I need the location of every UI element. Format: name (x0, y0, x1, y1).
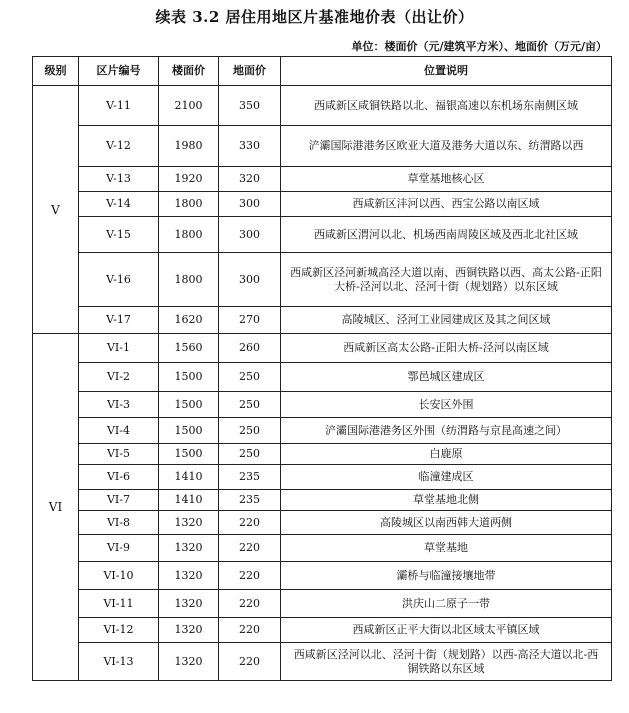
zone-code-cell: V-15 (79, 217, 159, 253)
zone-code-cell: V-11 (79, 86, 159, 126)
table-body (33, 86, 612, 681)
zone-code-cell: VI-6 (79, 465, 159, 490)
land-price-cell: 220 (219, 562, 281, 590)
unit-note: 单位：楼面价（元/建筑平方米）、地面价（万元/亩） (351, 40, 607, 53)
table-row (33, 535, 612, 562)
land-price-cell: 220 (219, 535, 281, 562)
land-price-cell: 250 (219, 392, 281, 418)
location-cell: 西咸新区高太公路-正阳大桥-泾河以南区域 (281, 334, 612, 363)
zone-code-cell: VI-7 (79, 490, 159, 511)
land-price-cell: 220 (219, 511, 281, 535)
location-cell: 西咸新区沣河以西、西宝公路以南区域 (281, 192, 612, 217)
table-row (33, 392, 612, 418)
land-price-cell: 300 (219, 192, 281, 217)
table-row (33, 126, 612, 167)
floor-price-cell: 1500 (159, 392, 219, 418)
land-price-cell: 330 (219, 126, 281, 167)
land-price-cell: 235 (219, 465, 281, 490)
location-cell: 草堂基地核心区 (281, 167, 612, 192)
floor-price-cell: 1920 (159, 167, 219, 192)
zone-code-cell: VI-1 (79, 334, 159, 363)
zone-code-cell: VI-11 (79, 590, 159, 618)
zone-code-cell: VI-8 (79, 511, 159, 535)
location-cell: 高陵城区以南西韩大道两侧 (281, 511, 612, 535)
floor-price-cell: 1500 (159, 363, 219, 392)
land-price-cell: 220 (219, 643, 281, 681)
location-cell: 西咸新区咸铜铁路以北、福银高速以东机场东南侧区域 (281, 86, 612, 126)
zone-code-cell: VI-12 (79, 618, 159, 643)
table-row (33, 643, 612, 681)
floor-price-cell: 1980 (159, 126, 219, 167)
floor-price-cell: 1320 (159, 643, 219, 681)
table-row (33, 590, 612, 618)
table-row (33, 167, 612, 192)
header-code: 区片编号 (79, 57, 159, 86)
land-price-cell: 220 (219, 590, 281, 618)
land-price-cell: 235 (219, 490, 281, 511)
floor-price-cell: 1800 (159, 253, 219, 307)
table-row (33, 307, 612, 334)
floor-price-cell: 1320 (159, 535, 219, 562)
header-level: 级别 (33, 57, 79, 86)
location-cell: 草堂基地 (281, 535, 612, 562)
location-cell: 西咸新区正平大街以北区域太平镇区域 (281, 618, 612, 643)
location-cell: 长安区外围 (281, 392, 612, 418)
location-cell: 鄠邑城区建成区 (281, 363, 612, 392)
floor-price-cell: 1320 (159, 511, 219, 535)
floor-price-cell: 1320 (159, 590, 219, 618)
level-cell: VI (33, 334, 79, 681)
zone-code-cell: VI-4 (79, 418, 159, 444)
table-title: 续表 3.2 居住用地区片基准地价表（出让价） (155, 8, 474, 26)
table-row (33, 490, 612, 511)
table-row (33, 465, 612, 490)
zone-code-cell: VI-13 (79, 643, 159, 681)
land-price-cell: 250 (219, 418, 281, 444)
location-cell: 高陵城区、泾河工业园建成区及其之间区域 (281, 307, 612, 334)
location-cell: 灞桥与临潼接壤地带 (281, 562, 612, 590)
location-cell: 西咸新区泾河以北、泾河十街（规划路）以西-高泾大道以北-西铜铁路以东区域 (281, 643, 612, 681)
location-cell: 临潼建成区 (281, 465, 612, 490)
land-price-cell: 300 (219, 217, 281, 253)
location-cell: 西咸新区渭河以北、机场西南周陵区域及西北北社区域 (281, 217, 612, 253)
zone-code-cell: VI-2 (79, 363, 159, 392)
floor-price-cell: 1800 (159, 217, 219, 253)
zone-code-cell: V-14 (79, 192, 159, 217)
table-row (33, 562, 612, 590)
header-row (33, 57, 612, 86)
table-row (33, 618, 612, 643)
land-price-cell: 250 (219, 444, 281, 465)
level-cell: V (33, 86, 79, 334)
floor-price-cell: 2100 (159, 86, 219, 126)
land-price-cell: 350 (219, 86, 281, 126)
table-row (33, 86, 612, 126)
location-cell: 草堂基地北侧 (281, 490, 612, 511)
land-price-cell: 270 (219, 307, 281, 334)
header-location: 位置说明 (281, 57, 612, 86)
location-cell: 浐灞国际港港务区外围（纺渭路与京昆高速之间） (281, 418, 612, 444)
location-cell: 西咸新区泾河新城高泾大道以南、西铜铁路以西、高太公路-正阳大桥-泾河以北、泾河十街（规划路）以东区域 (281, 253, 612, 307)
zone-code-cell: V-13 (79, 167, 159, 192)
floor-price-cell: 1410 (159, 490, 219, 511)
floor-price-cell: 1320 (159, 562, 219, 590)
table-row (33, 253, 612, 307)
floor-price-cell: 1500 (159, 418, 219, 444)
location-cell: 洪庆山二原子一带 (281, 590, 612, 618)
zone-code-cell: V-17 (79, 307, 159, 334)
land-price-cell: 250 (219, 363, 281, 392)
floor-price-cell: 1800 (159, 192, 219, 217)
header-land-price: 地面价 (219, 57, 281, 86)
location-cell: 浐灞国际港港务区欧亚大道及港务大道以东、纺渭路以西 (281, 126, 612, 167)
table-row (33, 363, 612, 392)
table-row (33, 217, 612, 253)
zone-code-cell: VI-3 (79, 392, 159, 418)
land-price-cell: 260 (219, 334, 281, 363)
floor-price-cell: 1410 (159, 465, 219, 490)
table-row (33, 511, 612, 535)
zone-code-cell: V-12 (79, 126, 159, 167)
floor-price-cell: 1320 (159, 618, 219, 643)
land-price-cell: 320 (219, 167, 281, 192)
land-price-cell: 300 (219, 253, 281, 307)
zone-code-cell: VI-10 (79, 562, 159, 590)
table-row (33, 418, 612, 444)
floor-price-cell: 1560 (159, 334, 219, 363)
zone-code-cell: VI-9 (79, 535, 159, 562)
zone-code-cell: V-16 (79, 253, 159, 307)
zone-code-cell: VI-5 (79, 444, 159, 465)
table-row (33, 192, 612, 217)
header-floor-price: 楼面价 (159, 57, 219, 86)
land-price-cell: 220 (219, 618, 281, 643)
land-price-table (32, 56, 612, 681)
table-row (33, 444, 612, 465)
floor-price-cell: 1500 (159, 444, 219, 465)
table-row (33, 334, 612, 363)
floor-price-cell: 1620 (159, 307, 219, 334)
location-cell: 白鹿原 (281, 444, 612, 465)
